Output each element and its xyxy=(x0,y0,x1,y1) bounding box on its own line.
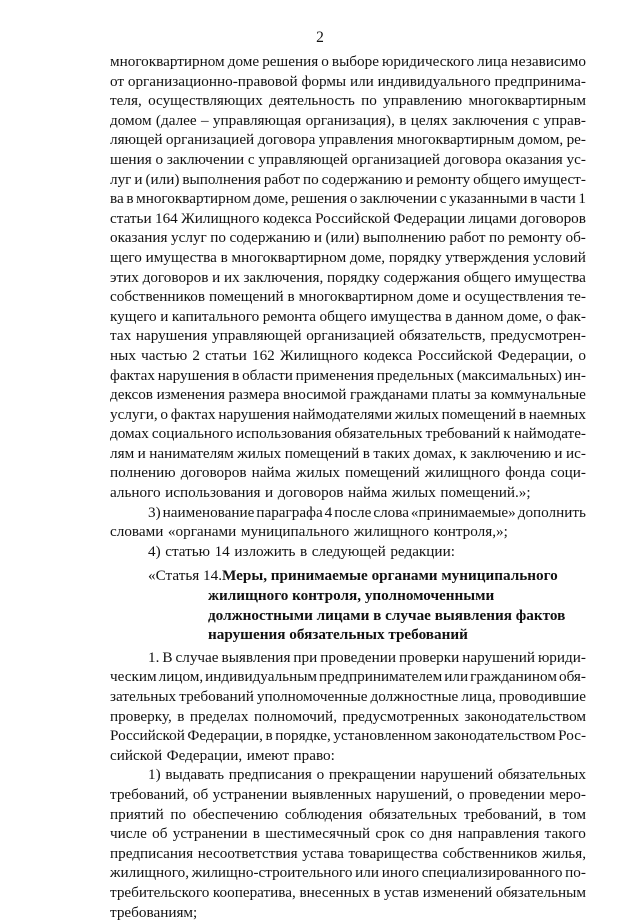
text-line: фактах нарушения в области применения предельных (максимальных) ин- xyxy=(110,366,586,384)
text-line: ных частью 2 статьи 162 Жилищного кодекса Российской Федерации, о xyxy=(110,346,586,364)
text-line: домах социального использования обязательных требований к наймодате- xyxy=(110,425,586,443)
text-line: оказания услуг по содержанию и (или) выполнению работ по ремонту об- xyxy=(110,229,586,247)
text-line: требительского кооператива, внесенных в устав изменений обязательным xyxy=(110,883,586,901)
text-line: проверку, в пределах полномочий, предусмотренных законодательством xyxy=(110,707,586,725)
text-line: требований, об устранении выявленных нарушений, о проведении меро- xyxy=(110,785,586,803)
article-heading-title-line: Меры, принимаемые органами муниципального xyxy=(222,567,558,585)
text-line: собственников помещений в многоквартирном доме и осуществления те- xyxy=(110,288,586,306)
text-line: ва в многоквартирном доме, решения о заключении с указанными в части 1 xyxy=(110,190,586,208)
text-line: луг и (или) выполнения работ по содержанию и ремонту общего имущест- xyxy=(110,170,586,188)
text-line: ческим лицом, индивидуальным предпринимателем или гражданином обя- xyxy=(110,668,586,686)
article-heading-title-line: нарушения обязательных требований xyxy=(208,626,468,644)
text-line: приятий по обеспечению соблюдения обязательных требований, в том xyxy=(110,805,586,823)
paragraph xyxy=(110,52,586,503)
paragraph xyxy=(110,765,586,922)
text-line: предписания несоответствия устава товарищества собственников жилья, xyxy=(110,844,586,862)
page-number: 2 xyxy=(316,29,324,46)
text-line: полнению договоров найма жилых помещений жилищного фонда соци- xyxy=(110,464,586,482)
amendment-paragraphs xyxy=(110,52,586,561)
text-line: статьи 164 Жилищного кодекса Российской Федерации лицами договоров xyxy=(110,209,586,227)
text-line: 3) наименование параграфа 4 после слова «принимаемые» дополнить xyxy=(148,503,586,521)
text-line: требованиям; xyxy=(110,903,198,921)
text-line: ляющей организацией договора управления многоквартирным домом, ре- xyxy=(110,131,586,149)
article-heading-title-line: должностными лицами в случае выявления фактов xyxy=(208,606,566,624)
text-line: домом (далее – управляющая организация), в целях заключения с управ- xyxy=(110,111,586,129)
text-line: словами «органами муниципального жилищного контроля,»; xyxy=(110,523,508,541)
text-line: шения о заключении с управляющей организацией договора оказания ус- xyxy=(110,150,586,168)
article-heading-first-line xyxy=(110,566,586,586)
text-line: дексов изменения размера вносимой гражданами платы за коммунальные xyxy=(110,386,586,404)
text-line: щего имущества в многоквартирном доме, порядку утверждения условий xyxy=(110,248,586,266)
text-line: ального использования и договоров найма жилых помещений.»; xyxy=(110,484,531,502)
article-heading xyxy=(110,566,586,644)
text-line: 1) выдавать предписания о прекращении нарушений обязательных xyxy=(148,766,586,784)
text-line: этих договоров и их заключения, порядку содержания общего имущества xyxy=(110,268,586,286)
text-line: лям и нанимателям жилых помещений в таких домах, к заключению и ис- xyxy=(110,444,586,462)
text-line: 1. В случае выявления при проведении проверки нарушений юриди- xyxy=(148,648,586,666)
text-line: Российской Федерации, в порядке, установленном законодательством Рос- xyxy=(110,727,586,745)
document-body xyxy=(110,52,586,922)
text-line: от организационно-правовой формы или индивидуального предпринима- xyxy=(110,72,586,90)
article-heading-prefix: «Статья 14. xyxy=(148,567,223,585)
article-paragraphs xyxy=(110,648,586,922)
text-line: услуги, о фактах нарушения наймодателями жилых помещений в наемных xyxy=(110,405,586,423)
text-line: зательных требований уполномоченные должностные лица, проводившие xyxy=(110,688,586,705)
text-line: числе об устранении в шестимесячный срок со дня направления такого xyxy=(110,825,586,843)
text-line: сийской Федерации, имеют право: xyxy=(110,746,335,764)
text-line: тах нарушения управляющей организацией обязательств, предусмотрен- xyxy=(110,327,586,345)
text-line: 4) статью 14 изложить в следующей редакции: xyxy=(148,542,455,560)
paragraph xyxy=(110,503,586,542)
text-line: кущего и капитального ремонта общего имущества в данном доме, о фак- xyxy=(110,307,586,325)
text-line: теля, осуществляющих деятельность по управлению многоквартирным xyxy=(110,92,586,110)
paragraph xyxy=(110,648,586,766)
article-heading-title-line: жилищного контроля, уполномоченными xyxy=(208,587,495,605)
paragraph xyxy=(110,542,586,562)
text-line: многоквартирном доме решения о выборе юридического лица независимо xyxy=(110,53,586,70)
text-line: жилищного, жилищно-строительного или иного специализированного по- xyxy=(110,864,586,882)
